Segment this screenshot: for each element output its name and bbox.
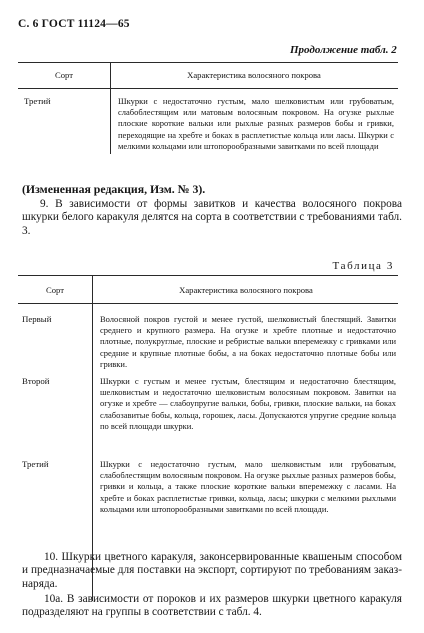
table-continuation-label: Продолжение табл. 2 [290,44,397,56]
table-3-caption: Таблица 3 [332,260,394,272]
table-2-column-divider [110,62,111,154]
paragraph-10: 10. Шкурки цветного каракуля, законсервированные квашеным способом и предназначаемые для поставки на экспорт, сортируют по требованиям заказ-наряда. [22,551,402,590]
table-2-characteristic-third: Шкурки с недостаточно густым, мало шелковистым или грубоватым, слабоблестящим или матовым волосяным покровом. На огузке рыхлые плоские короткие вальки или рыхлые разных размеров бобы и гривки, переходящие на хребте и боках в расплетистые кольца или ласы. Шкурки с мелкими кольцами или штопорообразными завитками по всей площади [118,96,394,151]
table-2-top-rule [18,62,398,63]
amendment-note: (Измененная редакция, Изм. № 3). [22,182,206,196]
table-2-header-characteristic: Характеристика волосяного покрова [187,70,321,80]
table-3-characteristic-third: Шкурки с недостаточно густым, мало шелковистым или грубоватым, слабоблестящим волосяным покровом. На огузке рыхлые разных размеров бобы, гривки и кольца, а также плоские короткие вальки вперемежку с ласами. На хребте и боках расплетистые гривки, кольца, ласы; шкурки с мелкими рыхлыми кольцами или штопорообразными завитками по всей площади. [100,459,396,514]
page-header: С. 6 ГОСТ 11124—65 [18,18,130,30]
table-3-header-rule [18,303,398,304]
table-2-header-rule [18,88,398,89]
paragraph-10a: 10а. В зависимости от пороков и их размеров шкурки цветного каракуля подразделяют на группы в соответствии с табл. 4. [22,593,402,619]
table-3-characteristic-first: Волосяной покров густой и менее густой, шелковистый блестящий. Завитки среднего и крупного размера. На огузке и хребте плотные и недостаточно плотные, полукруглые, плоские и ребристые вальки вперемежку с гривками или средние и крупные плотные бобы, а на боках недостаточно плотные бобы или гривки. [100,314,396,369]
table-3-header-sort: Сорт [46,285,64,295]
table-3-header-characteristic: Характеристика волосяного покрова [179,285,313,295]
table-3-sort-second: Второй [22,376,50,386]
table-3-top-rule [18,275,398,276]
table-3-sort-first: Первый [22,314,52,324]
table-3-characteristic-second: Шкурки с густым и менее густым, блестящим и недостаточно блестящим, шелковистым и недостаточно шелковистым волосяным покровом. Завитки на огузке и хребте — слабоупругие вальки, бобы, гривки, плоские вальки, на боках слабозавитые бобы, кольца, горошек, ласы. Допускаются упругие средние кольца по всей площади шкурки. [100,376,396,431]
table-3-sort-third: Третий [22,459,49,469]
paragraph-9: 9. В зависимости от формы завитков и качества волосяного покрова шкурки белого каракуля делятся на сорта в соответствии с требованиями табл. 3. [22,198,402,237]
table-2-header-sort: Сорт [55,70,73,80]
table-2-sort-third: Третий [24,96,51,106]
